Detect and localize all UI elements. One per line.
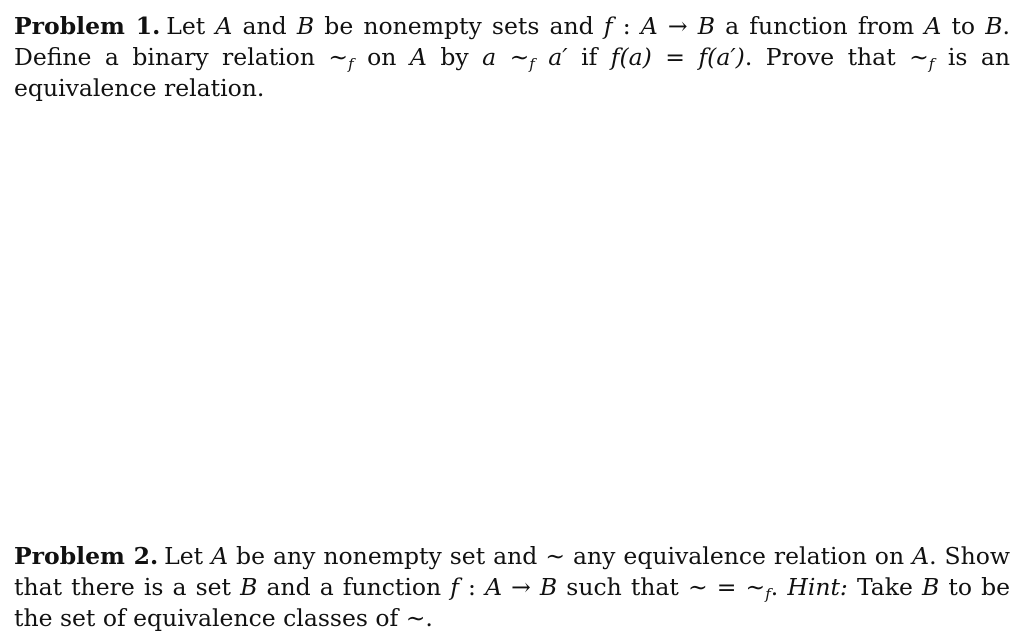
problem-1 [14, 11, 1010, 104]
problem-1-text: Let A and B be nonempty sets and f : A → B a function from A to B. Define a binary relation $\sim_f$ on A by a $\sim_f$ a′ if f(a) = f(a′). Prove that $\sim_f$ is an equivalence relation. [14, 12, 1010, 102]
hint-label: Hint: [787, 573, 848, 601]
problem-2 [14, 541, 1010, 634]
problem-2-title: Problem 2. [14, 542, 159, 570]
problem-1-title: Problem 1. [14, 12, 161, 40]
problem-2-text: Let A be any nonempty set and ∼ any equivalence relation on A. Show that there is a set B and a function f : A → B such that ∼ = $\sim_f$. Hint: Take B to be the set of equivalence classes of ∼. [14, 542, 1011, 632]
